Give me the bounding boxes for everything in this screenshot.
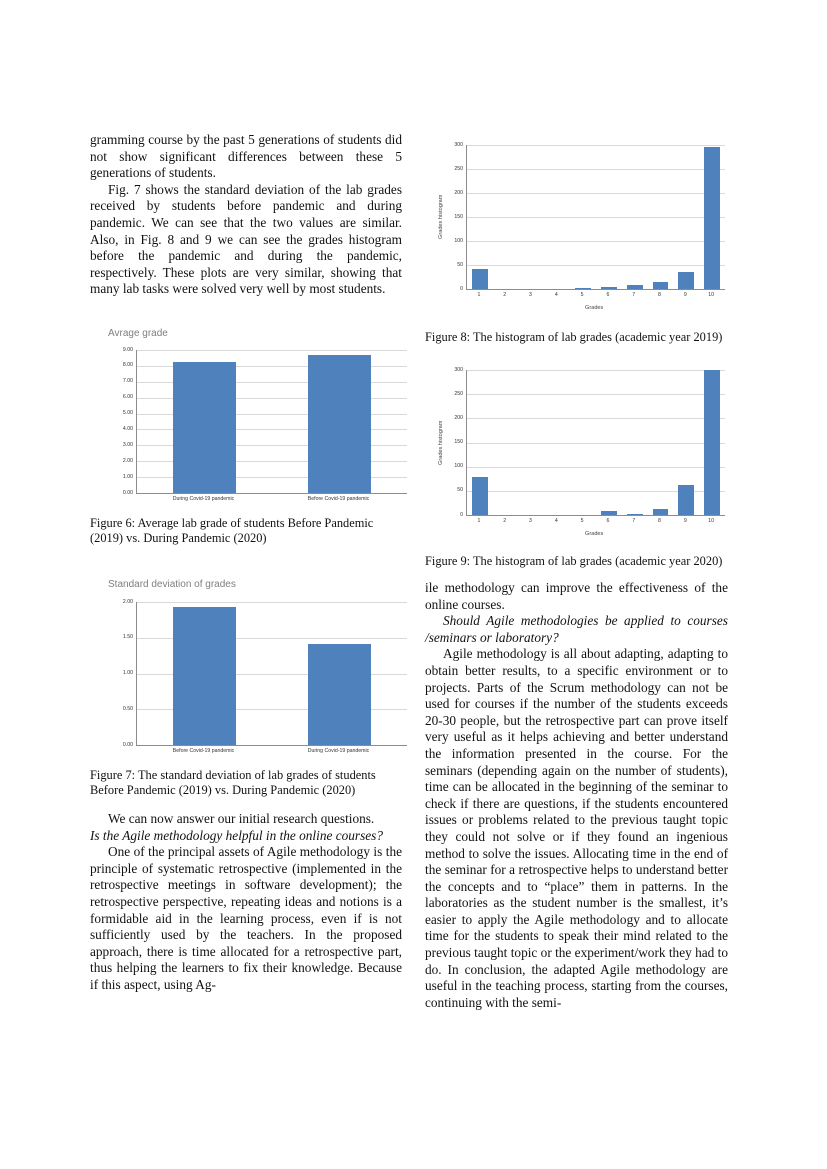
x-tick-label: 6	[606, 518, 610, 524]
y-tick-label: 8.00	[122, 362, 133, 369]
bar	[472, 477, 488, 515]
x-axis-label: Grades	[585, 531, 604, 537]
figure-caption: Figure 6: Average lab grade of students Before Pandemic (2019) vs. During Pandemic (2020)	[90, 516, 374, 546]
x-tick-label: 5	[580, 292, 584, 298]
x-tick-label: 10	[708, 518, 714, 524]
x-tick-label: 9	[683, 292, 687, 298]
x-tick-label: 10	[708, 292, 714, 298]
y-tick-label: 6.00	[122, 394, 133, 401]
y-tick-label: 3.00	[122, 441, 133, 448]
y-tick-label: 0.00	[122, 489, 133, 496]
figure-8-caption-block	[425, 330, 728, 345]
x-tick-label: 7	[632, 518, 636, 524]
gridline	[467, 370, 725, 371]
gridline	[467, 241, 725, 242]
plot-area	[136, 602, 407, 746]
y-tick-label: 7.00	[122, 378, 133, 385]
bar	[472, 269, 488, 289]
histogram-2020-chart	[436, 365, 731, 543]
bar	[653, 509, 669, 515]
x-tick-label: During Covid-19 pandemic	[307, 748, 370, 754]
y-tick-label: 250	[454, 165, 463, 172]
y-tick-label: 0	[460, 511, 463, 518]
x-tick-label: 6	[606, 292, 610, 298]
bar	[653, 282, 669, 289]
y-tick-label: 200	[454, 414, 463, 421]
y-tick-label: 4.00	[122, 425, 133, 432]
figure-caption: Figure 7: The standard deviation of lab grades of students Before Pandemic (2019) vs. During Pandemic (2020)	[90, 768, 376, 798]
paragraph: We can now answer our initial research questions.	[108, 811, 375, 826]
gridline	[137, 350, 407, 351]
x-tick-label: Before Covid-19 pandemic	[172, 748, 235, 754]
y-tick-label: 0.00	[122, 741, 133, 748]
x-tick-label: 4	[554, 518, 558, 524]
y-tick-label: 200	[454, 189, 463, 196]
x-tick-label: 8	[658, 518, 661, 524]
gridline	[467, 265, 725, 266]
figure-7-caption-block	[90, 768, 402, 799]
x-tick-label: 9	[683, 518, 687, 524]
figure-9-caption-block	[425, 554, 728, 569]
paragraph: One of the principal assets of Agile methodology is the principle of systematic retrospective (implemented in the retrospective meetings in software development); the retrospective perspective, repeating ideas and notions is a formidable aid in the learning process, even if is not sufficiently used by the teachers. In the proposed approach, there is time allocated for a retrospective part, thus helping the learners to fix their knowledge. Because if this aspect, using Ag-	[90, 844, 402, 992]
y-tick-label: 2.00	[122, 598, 133, 605]
gridline	[467, 443, 725, 444]
y-tick-label: 9.00	[122, 346, 133, 353]
y-tick-label: 150	[454, 213, 463, 220]
plot-area	[466, 370, 725, 516]
figure-6-caption-block	[90, 516, 402, 547]
gridline	[467, 145, 725, 146]
x-tick-label: 3	[529, 518, 532, 524]
y-axis-label: Grades histogram	[438, 420, 444, 465]
bar	[678, 485, 694, 515]
gridline	[137, 602, 407, 603]
x-tick-label: 2	[503, 292, 507, 298]
paragraph: gramming course by the past 5 generations of students did not show significant differences between these 5 generations of students.	[90, 132, 402, 181]
gridline	[467, 169, 725, 170]
plot-area	[466, 145, 725, 290]
plot-area	[136, 350, 407, 494]
bar	[678, 272, 694, 289]
x-axis-label: Grades	[585, 305, 604, 311]
research-question: Is the Agile methodology helpful in the online courses?	[90, 827, 383, 843]
x-tick-label: Before Covid-19 pandemic	[307, 496, 370, 502]
y-tick-label: 250	[454, 390, 463, 397]
y-axis-label: Grades histogram	[438, 194, 444, 239]
bar	[173, 607, 235, 745]
y-tick-label: 1.00	[122, 670, 133, 676]
y-tick-label: 150	[454, 439, 463, 445]
y-tick-label: 5.00	[122, 410, 133, 417]
x-tick-label: 5	[580, 518, 584, 524]
y-tick-label: 50	[457, 487, 463, 494]
bar	[575, 288, 591, 289]
bar	[308, 644, 370, 745]
histogram-2019-chart	[436, 140, 731, 318]
y-tick-label: 300	[454, 366, 463, 373]
bar	[308, 355, 370, 493]
paragraph: ile methodology can improve the effectiveness of the online courses.	[425, 580, 728, 612]
x-tick-label: 1	[477, 292, 481, 298]
bar	[704, 147, 720, 289]
x-tick-label: 4	[554, 292, 558, 298]
y-tick-label: 1.50	[122, 634, 133, 641]
x-tick-label: 2	[503, 518, 507, 524]
bar	[601, 287, 617, 289]
right-body-text	[425, 580, 728, 1011]
chart-title: Standard deviation of grades	[108, 579, 236, 590]
gridline	[467, 418, 725, 419]
gridline	[467, 193, 725, 194]
gridline	[467, 394, 725, 395]
y-tick-label: 0	[460, 285, 463, 292]
y-tick-label: 50	[457, 261, 463, 268]
y-tick-label: 2.00	[122, 457, 133, 464]
left-body-text	[90, 811, 402, 994]
bar	[173, 362, 235, 493]
x-tick-label: 3	[529, 292, 532, 298]
y-tick-label: 1.00	[122, 473, 133, 480]
bar	[627, 285, 643, 289]
left-intro-text	[90, 132, 402, 298]
x-tick-label: During Covid-19 pandemic	[172, 496, 235, 502]
x-tick-label: 8	[658, 292, 661, 298]
x-tick-label: 1	[477, 518, 481, 524]
bar	[601, 511, 617, 515]
average-grade-chart	[110, 328, 410, 503]
std-deviation-chart	[110, 579, 410, 755]
y-tick-label: 100	[454, 237, 463, 244]
figure-caption: Figure 9: The histogram of lab grades (academic year 2020)	[425, 554, 723, 568]
bar	[704, 370, 720, 515]
chart-title: Avrage grade	[108, 328, 168, 339]
gridline	[467, 467, 725, 468]
gridline	[467, 217, 725, 218]
bar	[627, 514, 643, 515]
y-tick-label: 0.50	[122, 705, 133, 712]
y-tick-label: 100	[454, 463, 463, 470]
paragraph: Fig. 7 shows the standard deviation of the lab grades received by students before pandemic and during pandemic. We can see that the two values are similar. Also, in Fig. 8 and 9 we can see the grades histogram before the pandemic and during the pandemic, respectively. These plots are very similar, showing that many lab tasks were solved very well by most students.	[90, 181, 402, 297]
y-tick-label: 300	[454, 141, 463, 148]
x-tick-label: 7	[632, 292, 636, 298]
figure-caption: Figure 8: The histogram of lab grades (academic year 2019)	[425, 330, 723, 344]
paragraph: Agile methodology is all about adapting, adapting to obtain better results, to a specific environment or to projects. Parts of the Scrum methodology can not be used for courses if the number of the students exceeds 20-30 people, but the retrospective part can prove itself very useful as it helps achieving and better understand the information presented in the course. For the seminars (depending again on the number of students), time can be allocated in the beginning of the seminar to check if there are questions, if the students encountered issues or problems related to the previous taught topic they could not solve or if they found an ingenious method to solve the issues. Allocating time in the end of the seminar for a retrospective helps to understand better the concepts and to “place” them in patterns. In the laboratories as the student number is the smallest, it’s easier to apply the Agile methodology and to allocate time for the students to speak their mind related to the previous taught topic or the experiment/work they had to do. In conclusion, the adapted Agile methodology are useful in the teaching process, starting from the courses, continuing with the semi-	[425, 646, 728, 1010]
research-question: Should Agile methodologies be applied to courses /seminars or laboratory?	[425, 613, 728, 645]
